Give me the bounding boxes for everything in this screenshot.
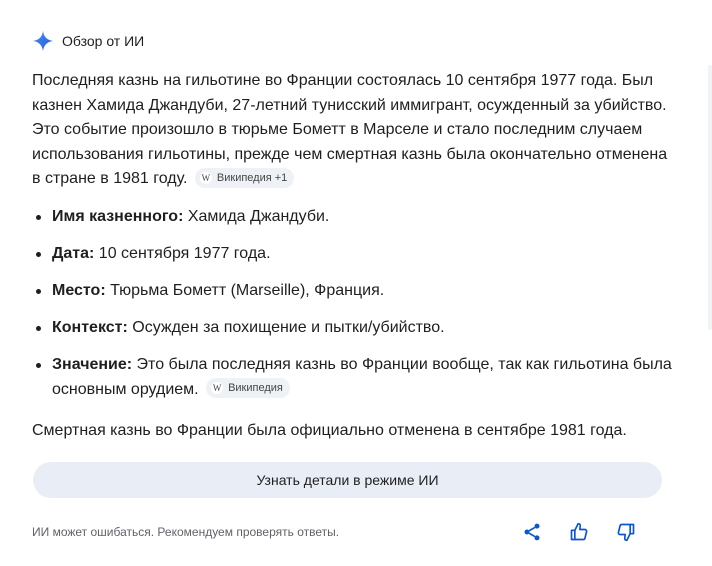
ai-overview-header (32, 30, 144, 52)
wikipedia-icon: W (212, 383, 222, 394)
list-item-label: Дата: (52, 245, 95, 262)
intro-paragraph (32, 69, 672, 192)
facts-list (32, 205, 672, 415)
source-chip-wikipedia-plus[interactable] (195, 168, 294, 188)
list-item-text: Это была последняя казнь во Франции вообще, так как гильотина была основным орудием. (52, 356, 672, 398)
wikipedia-icon: W (201, 172, 211, 183)
thumbs-down-icon[interactable] (614, 520, 638, 544)
list-item-place (32, 279, 672, 304)
intro-text: Последняя казнь на гильотине во Франции состоялась 10 сентября 1977 года. Был казнен Хамида Джандуби, 27-летний тунисский иммигрант, осужденный за убийство. Это событие произошло в тюрьме Бометт в Марселе и стало последним случаем использования гильотины, прежде чем смертная казнь была окончательно отменена в стране в 1981 году. (32, 72, 668, 187)
scrollbar[interactable] (708, 65, 712, 330)
list-item-label: Значение: (52, 356, 133, 373)
list-item-text: 10 сентября 1977 года. (94, 245, 271, 262)
closing-paragraph: Смертная казнь во Франции была официально отменена в сентябре 1981 года. (32, 422, 627, 439)
source-chip-wikipedia[interactable] (206, 378, 290, 398)
list-item-label: Имя казненного: (52, 208, 184, 225)
list-item-context (32, 316, 672, 341)
disclaimer-text: ИИ может ошибаться. Рекомендуем проверять ответы. (32, 525, 340, 539)
list-item-name (32, 205, 672, 230)
list-item-label: Контекст: (52, 319, 128, 336)
thumbs-up-icon[interactable] (567, 520, 591, 544)
list-item-label: Место: (52, 282, 106, 299)
feedback-actions (520, 520, 638, 544)
list-item-text: Осужден за похищение и пытки/убийство. (127, 319, 445, 336)
source-chip-label: Википедия (228, 382, 283, 395)
header-title: Обзор от ИИ (62, 33, 145, 49)
list-item-text: Хамида Джандуби. (183, 208, 330, 225)
sparkle-icon (32, 30, 54, 52)
ai-mode-details-button[interactable]: Узнать детали в режиме ИИ (33, 462, 662, 498)
share-icon[interactable] (520, 520, 544, 544)
list-item-significance (32, 353, 672, 402)
list-item-text: Тюрьма Бометт (Marseille), Франция. (105, 282, 385, 299)
list-item-date (32, 242, 672, 267)
source-chip-label: Википедия +1 (216, 171, 288, 184)
